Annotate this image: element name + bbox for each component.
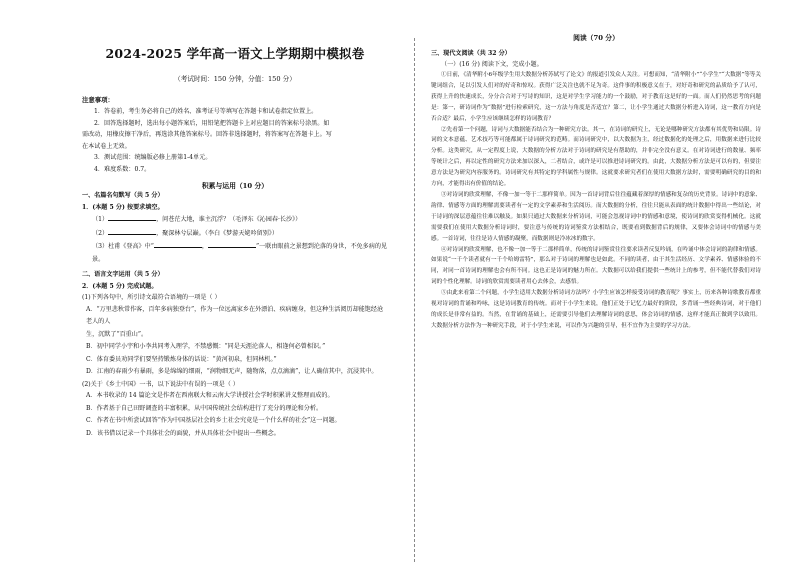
reading-subsection: （一）(16 分) 阅读下文，完成小题。 xyxy=(441,61,543,68)
answer-blank[interactable] xyxy=(108,227,156,235)
q1-a-prefix: （1） xyxy=(92,216,109,223)
left-column xyxy=(82,34,388,440)
note-line: 在本试卷上无效。 xyxy=(82,142,131,150)
note-line: 2．回答选择题时，选出每小题答案后，用铅笔把答题卡上对应题目的答案标号涂黑。如 xyxy=(94,119,330,127)
answer-blank[interactable] xyxy=(108,213,156,221)
answer-blank[interactable] xyxy=(208,240,256,248)
q1-a-suffix: ，问苍茫大地，谁主沉浮？（毛泽东《沁园春·长沙》） xyxy=(156,216,302,223)
answer-blank[interactable] xyxy=(154,240,202,248)
q2-2-option-c: C．作者在书中所尝试回答“作为中国基层社会的乡土社会究竟是一个什么样的社会”这一问题。 xyxy=(86,417,341,424)
q2-2-option-d: D．该书借以记录一个具体社会的面貌，并从具体社会中提出一些概念。 xyxy=(86,429,280,437)
q2-1-option-d: D．江南的春雨少有暴雨，多是绵绵的细雨，“润物细无声，随物落，点点滴滴”，让人确信其中，沉浸其中。 xyxy=(86,368,378,375)
q2-stem: 2．(本题 5 分) 完成试题。 xyxy=(82,282,158,290)
reading-paragraph: ②先看第一个问题，诗词与大数据能否结合为一种研究方法。其一，在诗词的研究上，无论是哪种研究方法都有其优势和局限。诗词的文本意蕴、艺术技巧等可能都属于诗词研究的范畴。而诗词研究中，以大数据为主，经过数据化的处理之后，用数据来进行比较分析。这类研究，从一定程度上说，大数据的分析方法对于诗词的研究是有帮助的，并非完全没有意义。在对诗词进行的数量、频率等统计之后，再以定性的研究方法来加以深入，二者结合，或许是可以推进诗词研究的。由此，大数据分析方法是可以有的，但要注意方法是为研究内容服务的。诗词研究有其特定的学科属性与规律。这就要求研究者们在使用大数据方法时，需要明确研究的目的和方向，才能得出有价值的结论。 xyxy=(431,126,761,188)
part1-title: 积累与运用（10 分） xyxy=(201,182,269,190)
reading-paragraph: ③对诗词的欣赏理解，不像一加一等于二那样简单。因为一首诗词背后往往蕴藏着深厚的情感和复杂的历史背景。诗词中的意象、韵律、情感等方面的理解需要读者有一定的文学素养和生活阅历。而大数据的分析，往往只能从表面的统计数据中得出一些结论，对于诗词的深层意蕴往往难以触及。如果只通过大数据来分析诗词，可能会忽视诗词中的情感和意境，使诗词的欣赏变得机械化。这就需要我们在使用大数据分析诗词时，要注意与传统的诗词鉴赏方法相结合，既要看到数据背后的规律，又要体会诗词中的情感与美感。一首诗词，往往是诗人情感的凝聚，而数据则是冷冰冰的数字。 xyxy=(431,191,761,242)
exam-subtitle: （考试时间：150 分钟，分值：150 分） xyxy=(174,75,296,83)
note-line: 需改动，用橡皮擦干净后，再选涂其他答案标号。回答非选择题时，将答案写在答题卡上。写 xyxy=(82,131,332,138)
right-column xyxy=(431,34,761,332)
q1-stem: 1．(本题 5 分) 按要求填空。 xyxy=(82,203,164,211)
q1-c-prefix: （3）杜甫《登高》中“ xyxy=(92,243,154,250)
q1-item xyxy=(82,213,388,227)
note-line: 1．答卷前，考生务必将自己的姓名、准考证号等填写在答题卡和试卷指定位置上。 xyxy=(94,108,318,115)
reading-paragraph: ④对诗词的欣赏理解，也不像一加一等于二那样简单，传统的诗词鉴赏往往要求读者反复吟诵，在吟诵中体会诗词的韵律和情感。如果说“一千个读者就有一千个哈姆雷特”，那么对于诗词的理解也是如此。不同的读者，由于其生活经历、文学素养、情感体验的不同，对同一首诗词的理解也会有所不同。这也正是诗词的魅力所在。大数据可以给我们提供一些统计上的参考，但不能代替我们对诗词的个性化理解。诗词的欣赏需要读者用心去体会，去感悟。 xyxy=(431,246,761,286)
q2-1-option-b: B．初中同学小宇和小李共同考入理学，不禁感慨：“同是天涯沦落人，相逢何必曾相识。” xyxy=(86,343,326,350)
q1-item xyxy=(82,227,388,241)
q1-b-suffix: ，聚深林兮层巅。（李白《梦游天姥吟留别》） xyxy=(156,229,278,237)
column-divider xyxy=(414,38,415,562)
q2-2-stem: (2)关于《乡土中国》一书，以下说法中有误的一项是（ ） xyxy=(82,380,239,388)
q1-c-suffix: ”一联由眼前之景想到沦落的身世，不免多病的见景。 xyxy=(92,243,388,263)
section2-title: 二、语言文字运用（共 5 分） xyxy=(82,271,164,278)
reading-part-title: 阅读（70 分） xyxy=(573,34,619,42)
q1-c-mid: ， xyxy=(201,243,208,250)
q2-2-option-a: A．本书收录的 14 篇论文是作者在西南联大和云南大学讲授社会学时积累讲义整理而成的。 xyxy=(86,392,334,399)
q1-b-prefix: （2） xyxy=(92,229,109,237)
reading-paragraph: ①日前，《清华附小6年级学生用大数据分析苏轼写了论文》的报道引发众人关注。可想而知，“清华附小”“小学生”“大数据”等等关键词组合，足以引发人们对的好奇和惊叹。获得广泛关注也就不足为奇。这件事的积极意义在于，对好奇和研究的品质给予了认可，获得上升的快速成长，分分合合对于写诗的知识，这是对学生学习能力的一个鼓励，对于教育这是好的一面。而人们仍然思考的问题是：第一，研诗词作为“数据”进行检索研究，这一方法与角度是否适宜？第二，让小学生通过大数据分析进入诗词，这一教育方向是否合适？最后，小学生应该继续怎样的诗词教育？ xyxy=(431,72,761,122)
section3-title: 三、现代文阅读（共 32 分） xyxy=(431,50,511,57)
q2-1-option-c: C．体育委员劝同学们要坚持锻炼身体的话说：“黄河初泉，但同林机。” xyxy=(86,355,277,363)
note-line: 3．测试范围：统编版必修上册第1-4单元。 xyxy=(94,154,212,161)
section1-title: 一、名篇名句默写（共 5 分） xyxy=(82,192,164,199)
q2-1-stem: (1)下列各句中，所引诗文最符合语境的一项是（ ） xyxy=(82,294,221,301)
q2-1-option-a: A．“万里悲秋常作客，百年多病独登台”，作为一位远离家乡在外漂泊、疾病缠身，但这种生活阅历却能饱经沧老人的人 xyxy=(86,305,384,325)
q2-1-option-a-cont: 生，沉默了“百重山”。 xyxy=(86,330,148,338)
exam-title: 2024-2025 学年高一语文上学期期中模拟卷 xyxy=(105,46,365,61)
q1-item xyxy=(82,240,388,266)
q2-2-option-b: B．作者基于自己田野调查的丰富积累，从中国传统社会结构进行了充分的理论和分析。 xyxy=(86,404,323,412)
notes-title: 注意事项： xyxy=(82,96,114,104)
reading-paragraph: ⑤由此来看第二个问题，小学生适用大数据分析诗词方法吗？小学生应该怎样接受诗词的教育呢？事实上，历来各种诗歌教育都重视对诗词的背诵和吟咏，这是诗词教育的传统。而对于小学生来说，他们正处于记忆力最好的阶段，多背诵一些经典诗词，对于他们的成长是非常有益的。当然，在背诵的基础上，还需要引导他们去理解诗词的意思，体会诗词的情感，这样才能真正做到学以致用。大数据分析方法作为一种研究手段，对于小学生来说，可以作为兴趣的引导，但不宜作为主要的学习方法。 xyxy=(431,290,761,329)
note-line: 4．难度系数：0.7。 xyxy=(94,165,151,173)
